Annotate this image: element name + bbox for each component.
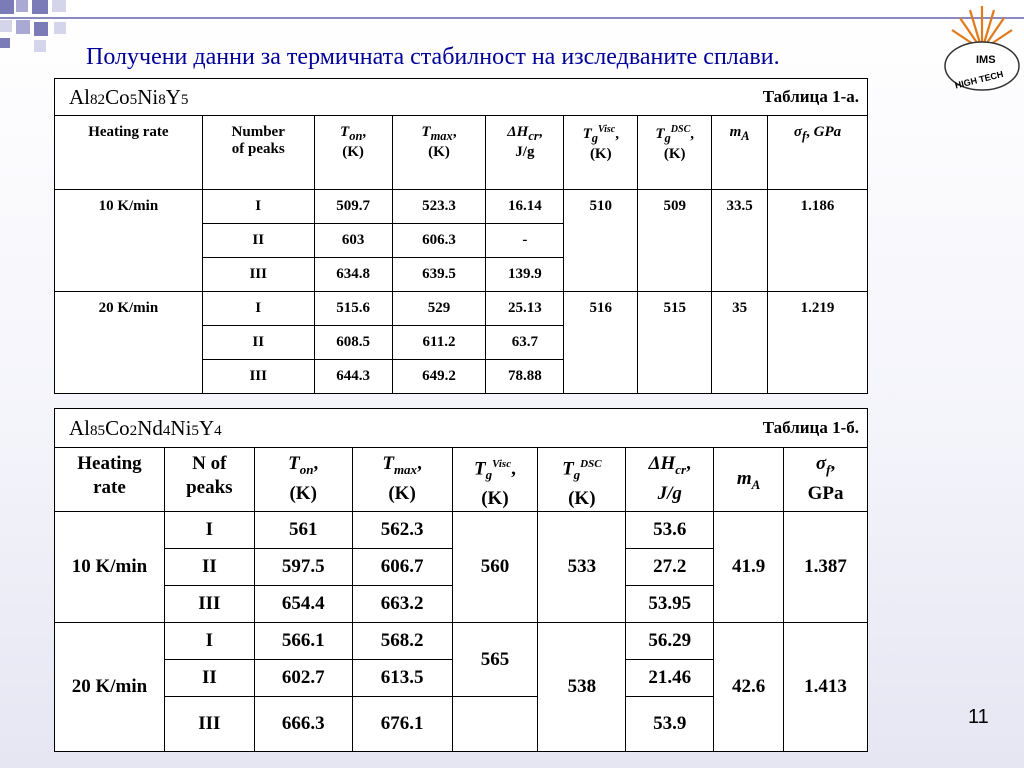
- heating-rate-cell: 20 K/min: [55, 623, 165, 752]
- delta-h-cell: -: [486, 224, 564, 258]
- m-a-cell: 33.5: [712, 190, 768, 292]
- t-on-cell: 666.3: [254, 697, 352, 752]
- col-delta-h: $\Delta H_{cr}$, J/g: [486, 116, 564, 190]
- corner-square: [0, 20, 12, 32]
- ims-logo-icon: [940, 0, 1024, 96]
- table-1b-name: Таблица 1-б.: [762, 418, 859, 437]
- heating-rate-cell: 20 K/min: [55, 292, 203, 394]
- delta-h-cell: 21.46: [626, 660, 714, 697]
- t-on-cell: 602.7: [254, 660, 352, 697]
- delta-h-cell: 53.6: [626, 512, 714, 549]
- tg-dsc-cell: 515: [638, 292, 712, 394]
- table-row: [55, 623, 868, 660]
- t-on-cell: 608.5: [314, 326, 392, 360]
- col-t-on: $T_{on}$, (K): [314, 116, 392, 190]
- t-on-cell: 561: [254, 512, 352, 549]
- col-sigma-f: $\sigma_f$, GPa: [784, 448, 868, 512]
- col-t-max: $T_{max}$, (K): [352, 448, 452, 512]
- col-n-of-peaks: N of peaks: [164, 448, 254, 512]
- delta-h-cell: 63.7: [486, 326, 564, 360]
- t-on-cell: 634.8: [314, 258, 392, 292]
- peak-cell: III: [164, 586, 254, 623]
- col-m-a: $m_A$: [714, 448, 784, 512]
- ims-logo: [940, 0, 1024, 96]
- table-row: [55, 292, 868, 326]
- corner-square: [52, 0, 66, 12]
- col-delta-h: $\Delta H_{cr}$, J/g: [626, 448, 714, 512]
- table-1a-name: Таблица 1-а.: [762, 87, 859, 106]
- tg-dsc-cell: 538: [538, 623, 626, 752]
- table-row: [55, 512, 868, 549]
- delta-h-cell: 25.13: [486, 292, 564, 326]
- table-1a-caption: [55, 79, 868, 116]
- top-divider-line: [0, 17, 1024, 19]
- table-1a: [54, 78, 868, 394]
- tg-visc-empty-cell: [452, 697, 538, 752]
- table-header-row: [55, 448, 868, 512]
- logo-text-ims: IMS: [976, 54, 996, 66]
- alloy-formula-a: Al82Co5Ni8Y5: [69, 84, 189, 109]
- col-sigma-f: $\sigma_f$, GPa: [768, 116, 868, 190]
- t-on-cell: 603: [314, 224, 392, 258]
- t-max-cell: 562.3: [352, 512, 452, 549]
- m-a-cell: 42.6: [714, 623, 784, 752]
- m-a-cell: 41.9: [714, 512, 784, 623]
- t-max-cell: 606.7: [352, 549, 452, 586]
- peak-cell: I: [164, 512, 254, 549]
- col-number-of-peaks: Number of peaks: [202, 116, 314, 190]
- t-on-cell: 654.4: [254, 586, 352, 623]
- t-on-cell: 597.5: [254, 549, 352, 586]
- tg-visc-cell: 565: [452, 623, 538, 697]
- t-on-cell: 566.1: [254, 623, 352, 660]
- col-tg-dsc: $T_g^{DSC}$, (K): [638, 116, 712, 190]
- t-max-cell: 611.2: [392, 326, 486, 360]
- corner-square: [0, 0, 14, 14]
- sigma-f-cell: 1.413: [784, 623, 868, 752]
- heating-rate-cell: 10 K/min: [55, 190, 203, 292]
- logo-text-hightech: HIGH TECH: [953, 68, 1005, 91]
- sigma-f-cell: 1.186: [768, 190, 868, 292]
- col-m-a: $m_A$: [712, 116, 768, 190]
- delta-h-cell: 53.9: [626, 697, 714, 752]
- m-a-cell: 35: [712, 292, 768, 394]
- tg-dsc-cell: 509: [638, 190, 712, 292]
- delta-h-cell: 139.9: [486, 258, 564, 292]
- delta-h-cell: 16.14: [486, 190, 564, 224]
- peak-cell: III: [202, 360, 314, 394]
- t-max-cell: 529: [392, 292, 486, 326]
- peak-cell: III: [164, 697, 254, 752]
- col-t-on: $T_{on}$, (K): [254, 448, 352, 512]
- corner-square: [16, 20, 30, 34]
- table-header-row: [55, 116, 868, 190]
- t-max-cell: 676.1: [352, 697, 452, 752]
- t-max-cell: 663.2: [352, 586, 452, 623]
- t-on-cell: 515.6: [314, 292, 392, 326]
- corner-square: [32, 0, 48, 14]
- sigma-f-cell: 1.219: [768, 292, 868, 394]
- t-max-cell: 606.3: [392, 224, 486, 258]
- col-tg-visc: $T_g^{Visc}$, (K): [452, 448, 538, 512]
- col-tg-visc: $T_g^{Visc}$, (K): [564, 116, 638, 190]
- corner-square: [34, 22, 48, 36]
- peak-cell: I: [202, 292, 314, 326]
- corner-square: [0, 38, 10, 48]
- t-max-cell: 639.5: [392, 258, 486, 292]
- peak-cell: II: [202, 326, 314, 360]
- heating-rate-cell: 10 K/min: [55, 512, 165, 623]
- col-heating-rate: Heating rate: [55, 448, 165, 512]
- col-t-max: $T_{max}$, (K): [392, 116, 486, 190]
- tg-visc-cell: 510: [564, 190, 638, 292]
- t-max-cell: 649.2: [392, 360, 486, 394]
- t-max-cell: 568.2: [352, 623, 452, 660]
- corner-square: [54, 22, 66, 34]
- tg-visc-cell: 560: [452, 512, 538, 623]
- peak-cell: II: [202, 224, 314, 258]
- peak-cell: I: [164, 623, 254, 660]
- table-row: [55, 190, 868, 224]
- t-max-cell: 523.3: [392, 190, 486, 224]
- table-1b: [54, 408, 868, 752]
- tg-visc-cell: 516: [564, 292, 638, 394]
- corner-square: [34, 40, 46, 52]
- t-on-cell: 509.7: [314, 190, 392, 224]
- alloy-formula-b: Al85Co2Nd4Ni5Y4: [69, 415, 222, 440]
- peak-cell: II: [164, 549, 254, 586]
- delta-h-cell: 78.88: [486, 360, 564, 394]
- delta-h-cell: 53.95: [626, 586, 714, 623]
- t-max-cell: 613.5: [352, 660, 452, 697]
- delta-h-cell: 56.29: [626, 623, 714, 660]
- slide-title: Получени данни за термичната стабилност на изследваните сплави.: [86, 44, 780, 70]
- tg-dsc-cell: 533: [538, 512, 626, 623]
- col-heating-rate: Heating rate: [55, 116, 203, 190]
- delta-h-cell: 27.2: [626, 549, 714, 586]
- table-1b-caption: [55, 409, 868, 448]
- peak-cell: II: [164, 660, 254, 697]
- sigma-f-cell: 1.387: [784, 512, 868, 623]
- col-tg-dsc: $T_g^{DSC}$ (K): [538, 448, 626, 512]
- corner-square: [16, 0, 28, 12]
- page-number: 11: [968, 706, 989, 728]
- peak-cell: I: [202, 190, 314, 224]
- t-on-cell: 644.3: [314, 360, 392, 394]
- peak-cell: III: [202, 258, 314, 292]
